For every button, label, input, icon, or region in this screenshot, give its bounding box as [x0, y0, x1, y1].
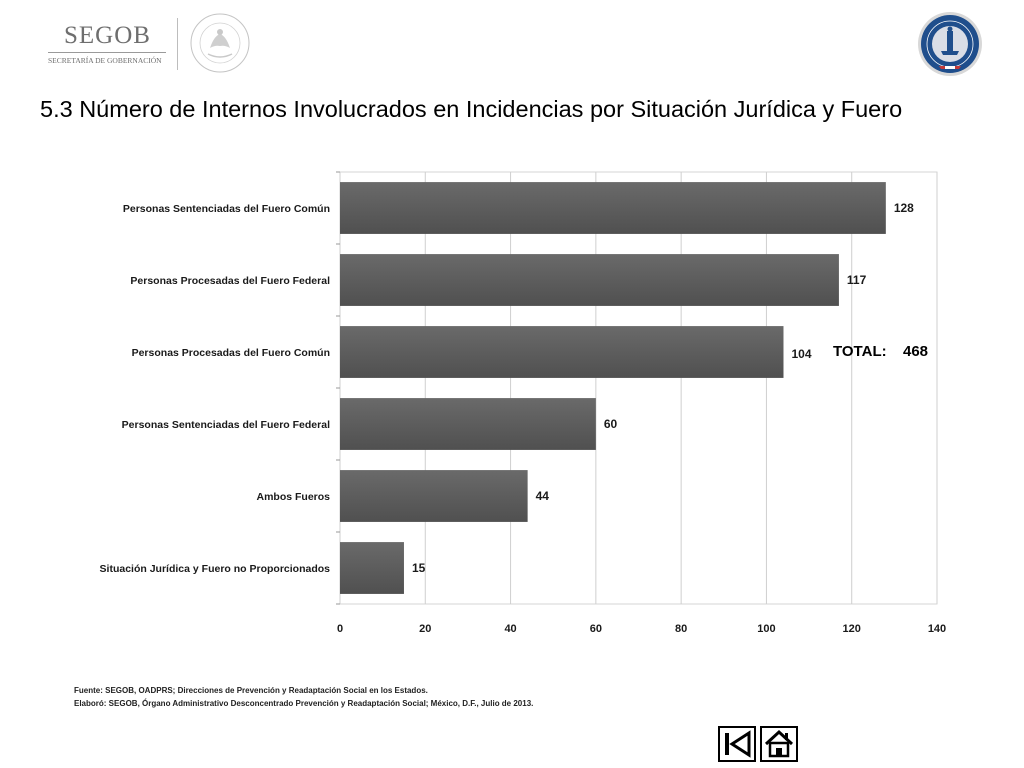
- plot-area: [340, 172, 937, 604]
- page-title: 5.3 Número de Internos Involucrados en Incidencias por Situación Jurídica y Fuero: [40, 96, 903, 122]
- x-axis: [337, 623, 946, 635]
- category-label: Situación Jurídica y Fuero no Proporcionados: [99, 563, 330, 575]
- x-tick-label: 80: [675, 623, 688, 635]
- x-tick-label: 140: [927, 623, 947, 635]
- gridlines: [336, 172, 937, 604]
- x-tick-label: 0: [336, 623, 344, 635]
- total-value: 468: [903, 343, 929, 360]
- category-label: Personas Sentenciadas del Fuero Común: [122, 203, 330, 215]
- data-label: 60: [603, 417, 618, 431]
- segob-subtitle: SECRETARÍA DE GOBERNACIÓN: [48, 56, 162, 65]
- data-label: 44: [535, 489, 549, 503]
- x-tick-label: 120: [842, 623, 861, 635]
- data-label: 104: [791, 347, 812, 361]
- y-axis: [100, 203, 331, 575]
- x-tick-label: 100: [757, 623, 776, 635]
- x-tick-label: 40: [504, 623, 517, 635]
- category-label: Personas Sentenciadas del Fuero Federal: [121, 419, 330, 431]
- category-label: Personas Procesadas del Fuero Federal: [130, 275, 330, 287]
- skip-back-icon: [720, 728, 754, 760]
- segob-wordmark: SEGOB: [64, 22, 151, 49]
- x-tick-label: 20: [419, 623, 432, 635]
- bar: [340, 182, 886, 234]
- source-note: Fuente: SEGOB, OADPRS; Direcciones de Prevención y Readaptación Social en los Estados.: [74, 686, 428, 695]
- bar: [340, 542, 404, 594]
- data-label: 117: [846, 273, 867, 287]
- back-button[interactable]: [718, 726, 756, 762]
- x-tick-label: 60: [589, 623, 602, 635]
- bar: [340, 254, 839, 306]
- prepared-by-note: Elaboró: SEGOB, Órgano Administrativo Desconcentrado Prevención y Readaptación Social; México, D.F., Julio de 2013.: [74, 699, 534, 708]
- home-button[interactable]: [760, 726, 798, 762]
- total-label: TOTAL:: [833, 343, 887, 360]
- bar: [340, 470, 528, 522]
- category-label: Ambos Fueros: [256, 491, 330, 503]
- footer: [74, 684, 533, 710]
- bar: [340, 326, 783, 378]
- bars: [340, 182, 886, 594]
- data-label: 128: [893, 201, 914, 215]
- data-label: 15: [411, 561, 426, 575]
- category-label: Personas Procesadas del Fuero Común: [131, 347, 330, 359]
- home-icon: [762, 728, 796, 760]
- bar: [340, 398, 596, 450]
